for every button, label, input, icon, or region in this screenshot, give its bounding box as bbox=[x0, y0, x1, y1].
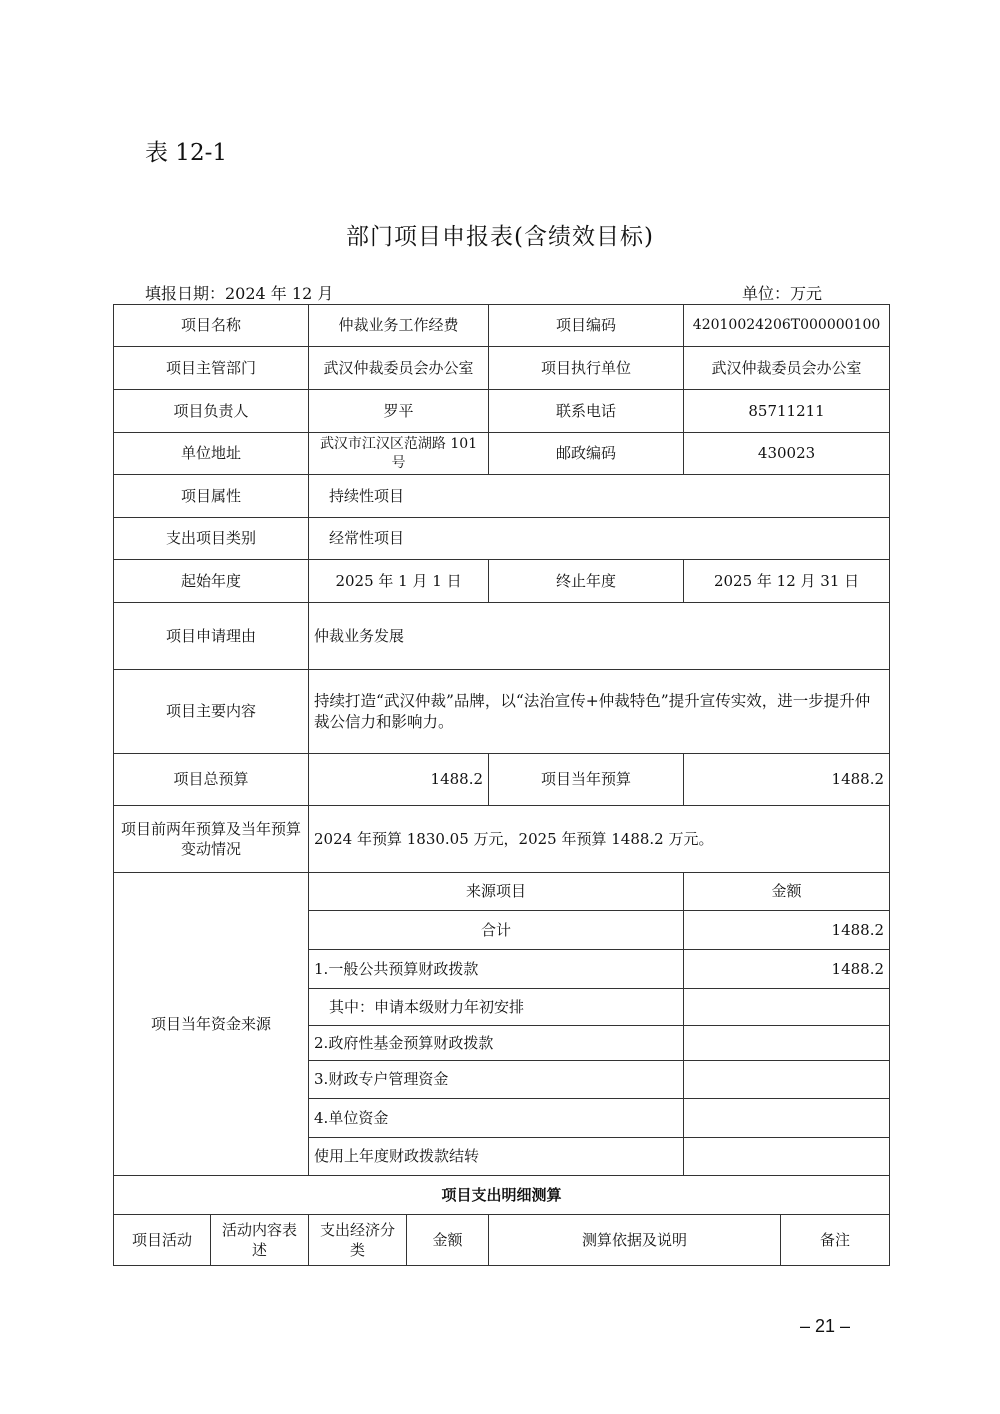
total-budget-value: 1488.2 bbox=[309, 754, 489, 806]
project-name-value: 仲裁业务工作经费 bbox=[309, 305, 489, 347]
project-code-value: 42010024206T000000100 bbox=[684, 305, 890, 347]
table-row bbox=[114, 754, 890, 806]
funding-row-amount bbox=[684, 1138, 890, 1176]
detail-section-title: 项目支出明细测算 bbox=[114, 1176, 890, 1215]
detail-col-economic-class: 支出经济分类 bbox=[309, 1215, 407, 1266]
end-year-value: 2025 年 12 月 31 日 bbox=[684, 560, 890, 603]
detail-col-basis: 测算依据及说明 bbox=[489, 1215, 781, 1266]
table-row bbox=[114, 347, 890, 390]
year-budget-label: 项目当年预算 bbox=[489, 754, 684, 806]
unit-label: 单位：万元 bbox=[742, 284, 823, 303]
funding-row-name: 其中：申请本级财力年初安排 bbox=[309, 989, 684, 1026]
postcode-value: 430023 bbox=[684, 433, 890, 475]
owner-label: 项目负责人 bbox=[114, 390, 309, 433]
budget-change-value: 2024 年预算 1830.05 万元，2025 年预算 1488.2 万元。 bbox=[309, 806, 890, 873]
table-row bbox=[114, 1176, 890, 1215]
postcode-label: 邮政编码 bbox=[489, 433, 684, 475]
content-value: 持续打造“武汉仲裁”品牌，以“法治宣传+仲裁特色”提升宣传实效，进一步提升仲裁公信力和影响力。 bbox=[309, 670, 890, 754]
funding-row-amount bbox=[684, 1061, 890, 1099]
exec-unit-label: 项目执行单位 bbox=[489, 347, 684, 390]
table-row bbox=[114, 806, 890, 873]
detail-col-remark: 备注 bbox=[781, 1215, 890, 1266]
reason-label: 项目申请理由 bbox=[114, 603, 309, 670]
attr-label: 项目属性 bbox=[114, 475, 309, 518]
exec-unit-value: 武汉仲裁委员会办公室 bbox=[684, 347, 890, 390]
table-row bbox=[114, 670, 890, 754]
start-year-label: 起始年度 bbox=[114, 560, 309, 603]
table-label: 表 12-1 bbox=[145, 140, 227, 166]
funding-row-name: 合计 bbox=[309, 911, 684, 950]
funding-row-name: 2.政府性基金预算财政拨款 bbox=[309, 1026, 684, 1061]
category-label: 支出项目类别 bbox=[114, 518, 309, 560]
detail-col-amount: 金额 bbox=[407, 1215, 489, 1266]
start-year-value: 2025 年 1 月 1 日 bbox=[309, 560, 489, 603]
end-year-label: 终止年度 bbox=[489, 560, 684, 603]
table-row bbox=[114, 603, 890, 670]
detail-col-description: 活动内容表述 bbox=[211, 1215, 309, 1266]
funding-col-amount: 金额 bbox=[684, 873, 890, 911]
table-row bbox=[114, 1215, 890, 1266]
page-number: – 21 – bbox=[800, 1316, 851, 1336]
dept-label: 项目主管部门 bbox=[114, 347, 309, 390]
table-row bbox=[114, 873, 890, 911]
funding-row-amount bbox=[684, 1099, 890, 1138]
fill-date: 填报日期：2024 年 12 月 bbox=[145, 284, 334, 303]
funding-row-amount bbox=[684, 989, 890, 1026]
phone-label: 联系电话 bbox=[489, 390, 684, 433]
category-value: 经常性项目 bbox=[309, 518, 890, 560]
funding-row-amount: 1488.2 bbox=[684, 950, 890, 989]
address-label: 单位地址 bbox=[114, 433, 309, 475]
funding-row-name: 使用上年度财政拨款结转 bbox=[309, 1138, 684, 1176]
detail-col-activity: 项目活动 bbox=[114, 1215, 211, 1266]
total-budget-label: 项目总预算 bbox=[114, 754, 309, 806]
year-budget-value: 1488.2 bbox=[684, 754, 890, 806]
funding-row-name: 3.财政专户管理资金 bbox=[309, 1061, 684, 1099]
table-row bbox=[114, 518, 890, 560]
project-application-table bbox=[113, 304, 890, 1266]
table-row bbox=[114, 433, 890, 475]
content-label: 项目主要内容 bbox=[114, 670, 309, 754]
phone-value: 85711211 bbox=[684, 390, 890, 433]
funding-row-amount: 1488.2 bbox=[684, 911, 890, 950]
page-title: 部门项目申报表(含绩效目标) bbox=[346, 224, 654, 250]
table-row bbox=[114, 560, 890, 603]
funding-row-name: 4.单位资金 bbox=[309, 1099, 684, 1138]
funding-row-name: 1.一般公共预算财政拨款 bbox=[309, 950, 684, 989]
funding-source-label: 项目当年资金来源 bbox=[114, 873, 309, 1176]
table-row bbox=[114, 390, 890, 433]
budget-change-label: 项目前两年预算及当年预算变动情况 bbox=[114, 806, 309, 873]
table-row bbox=[114, 475, 890, 518]
project-code-label: 项目编码 bbox=[489, 305, 684, 347]
dept-value: 武汉仲裁委员会办公室 bbox=[309, 347, 489, 390]
table-row bbox=[114, 305, 890, 347]
owner-value: 罗平 bbox=[309, 390, 489, 433]
reason-value: 仲裁业务发展 bbox=[309, 603, 890, 670]
funding-row-amount bbox=[684, 1026, 890, 1061]
address-value: 武汉市江汉区范湖路 101 号 bbox=[309, 433, 489, 475]
project-name-label: 项目名称 bbox=[114, 305, 309, 347]
attr-value: 持续性项目 bbox=[309, 475, 890, 518]
funding-col-source: 来源项目 bbox=[309, 873, 684, 911]
